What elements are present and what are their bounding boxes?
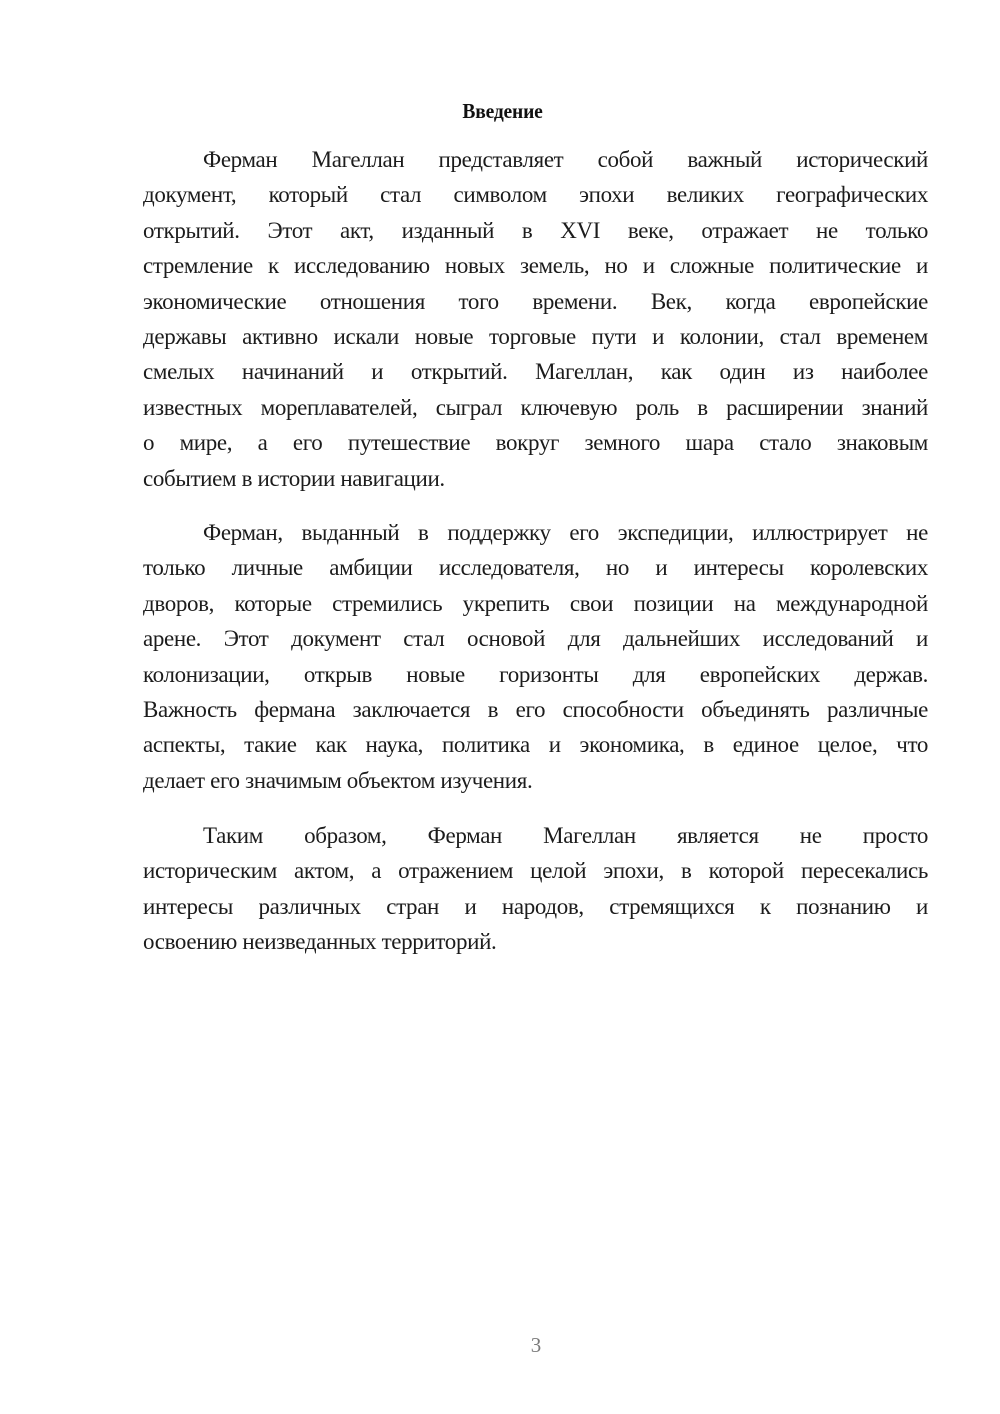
section-heading: Введение bbox=[462, 99, 543, 123]
text-line: событием в истории навигации. bbox=[143, 465, 445, 491]
text-line: Важность фермана заключается в его способности объединять различные bbox=[143, 696, 928, 722]
text-line: Таким образом, Ферман Магеллан является не просто bbox=[203, 823, 928, 848]
text-line: освоению неизведанных территорий. bbox=[143, 929, 497, 955]
text-line: историческим актом, а отражением целой эпохи, в которой пересекались bbox=[143, 858, 928, 884]
text-line: Ферман, выданный в поддержку его экспедиции, иллюстрирует не bbox=[203, 520, 928, 545]
text-line: аспекты, такие как наука, политика и экономика, в единое целое, что bbox=[143, 732, 928, 758]
text-line: открытий. Этот акт, изданный в XVI веке, отражает не только bbox=[143, 217, 928, 243]
text-line: экономические отношения того времени. Век, когда европейские bbox=[143, 288, 928, 314]
text-line: делает его значимым объектом изучения. bbox=[143, 767, 533, 793]
text-line: стремление к исследованию новых земель, но и сложные политические и bbox=[143, 253, 928, 279]
text-line: Ферман Магеллан представляет собой важный исторический bbox=[203, 147, 928, 172]
page-number: 3 bbox=[530, 1333, 542, 1357]
text-line: о мире, а его путешествие вокруг земного шара стало знаковым bbox=[143, 430, 928, 456]
text-line: только личные амбиции исследователя, но и интересы королевских bbox=[143, 555, 928, 581]
text-line: документ, который стал символом эпохи великих географических bbox=[143, 182, 928, 208]
text-line: дворов, которые стремились укрепить свои позиции на международной bbox=[143, 590, 928, 616]
text-line: известных мореплавателей, сыграл ключевую роль в расширении знаний bbox=[143, 394, 928, 420]
text-line: державы активно искали новые торговые пути и колонии, стал временем bbox=[143, 323, 928, 349]
text-line: колонизации, открыв новые горизонты для европейских держав. bbox=[143, 661, 928, 687]
text-line: арене. Этот документ стал основой для дальнейших исследований и bbox=[143, 626, 928, 652]
text-line: смелых начинаний и открытий. Магеллан, как один из наиболее bbox=[143, 359, 928, 385]
paragraph-3 bbox=[143, 818, 928, 960]
paragraph-1 bbox=[143, 142, 928, 496]
paragraph-2 bbox=[143, 515, 928, 798]
text-line: интересы различных стран и народов, стремящихся к познанию и bbox=[143, 893, 928, 919]
